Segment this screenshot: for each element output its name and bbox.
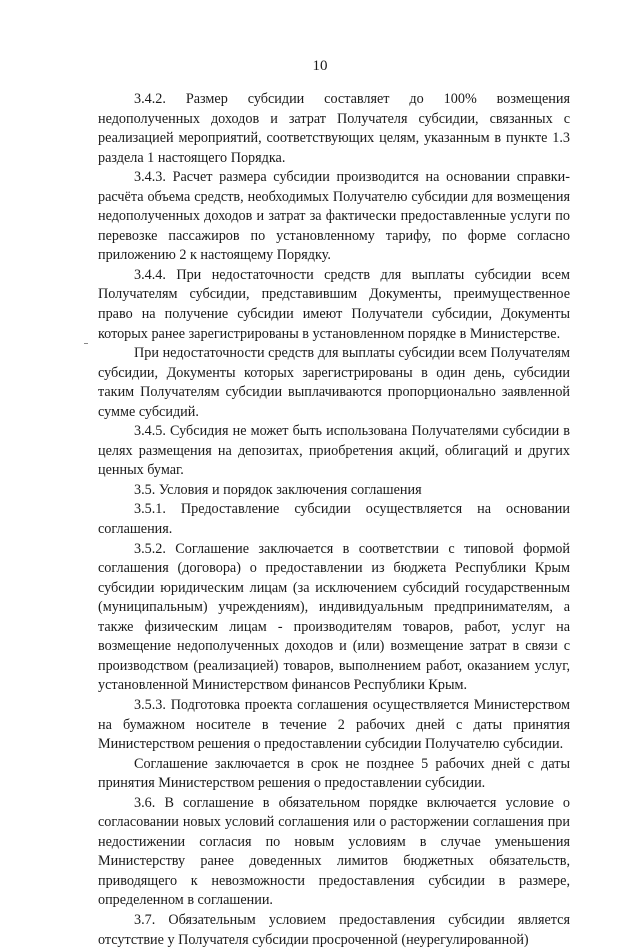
- paragraph-3-4-5: 3.4.5. Субсидия не может быть использована Получателями субсидии в целях размещения на депозитах, приобретения акций, облигаций и других ценных бумаг.: [98, 423, 570, 479]
- section-heading-3-5: 3.5. Условия и порядок заключения соглашения: [134, 481, 422, 498]
- paragraph-3-6: 3.6. В соглашение в обязательном порядке включается условие о согласовании новых условий соглашения или о расторжении соглашения при недостижении согласия по новым условиям в случае уменьшения Министерству ранее доведенных лимитов бюджетных обязательств, приводящего к невозможности предоставления субсидии в размере, определенном в соглашении.: [98, 794, 570, 909]
- paragraph-3-7: 3.7. Обязательным условием предоставления субсидии является отсутствие у Получателя субсидии просроченной (неурегулированной): [98, 911, 570, 948]
- paragraph-3-4-4: 3.4.4. При недостаточности средств для выплаты субсидии всем Получателям субсидии, представившим Документы, преимущественное право на получение субсидии имеют Получатели субсидии, Документы которых ранее зарегистрированы в установленном порядке в Министерстве.: [98, 266, 570, 342]
- margin-mark: [84, 343, 88, 344]
- page-number: 10: [312, 58, 328, 74]
- paragraph-3-5-1: 3.5.1. Предоставление субсидии осуществляется на основании соглашения.: [98, 501, 570, 538]
- paragraph-3-5-3-continued: Соглашение заключается в срок не позднее 5 рабочих дней с даты принятия Министерством решения о предоставлении субсидии.: [98, 755, 570, 792]
- paragraph-3-4-2: 3.4.2. Размер субсидии составляет до 100% возмещения недополученных доходов и затрат Получателя субсидии, связанных с реализацией мероприятий, соответствующих целям, указанным в пункте 1.3 раздела 1 настоящего Порядка.: [98, 91, 570, 166]
- paragraph-3-5-2: 3.5.2. Соглашение заключается в соответствии с типовой формой соглашения (договора) о предоставлении из бюджета Республики Крым субсидии юридическим лицам (за исключением субсидий государственным (муниципальным) учреждениям), индивидуальным предпринимателям, а также физическим лицам - производителям товаров, работ, услуг на возмещение недополученных доходов и (или) возмещение затрат в связи с производством (реализацией) товаров, выполнением работ, оказанием услуг, установленной Министерством финансов Республики Крым.: [98, 540, 570, 694]
- paragraph-3-5-3: 3.5.3. Подготовка проекта соглашения осуществляется Министерством на бумажном носителе в течение 2 рабочих дней с даты принятия Министерством решения о предоставлении субсидии Получателю субсидии.: [98, 696, 570, 753]
- document-body: [98, 90, 570, 950]
- paragraph-3-4-3: 3.4.3. Расчет размера субсидии производится на основании справки-расчёта объема средств, необходимых Получателю субсидии для возмещения недополученных доходов и затрат за фактически предоставленные услуги по перевозке пассажиров по установленному тарифу, по форме согласно приложению 2 к настоящему Порядку.: [98, 169, 570, 264]
- paragraph-3-4-4-continued: При недостаточности средств для выплаты субсидии всем Получателям субсидии, Документы которых зарегистрированы в один день, субсидии таким Получателям субсидии выплачиваются пропорционально заявленной сумме субсидий.: [98, 345, 570, 420]
